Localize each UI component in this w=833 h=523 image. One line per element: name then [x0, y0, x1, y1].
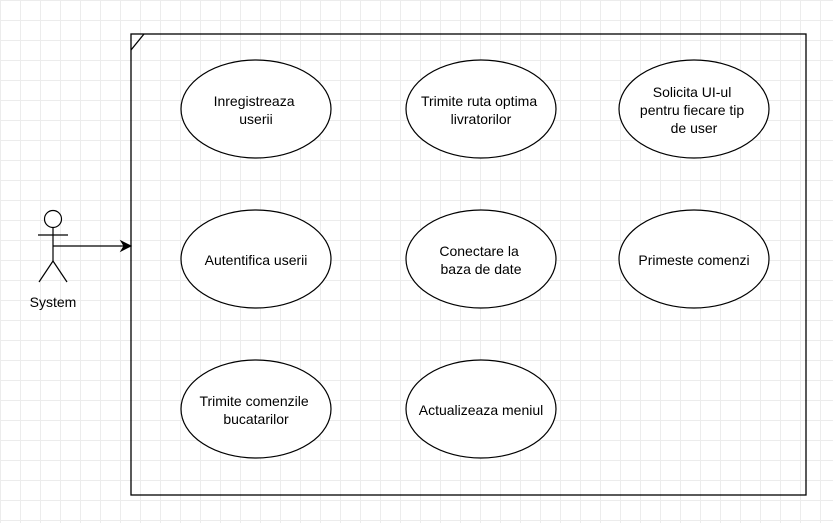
use-case-label-line: Conectare la [439, 243, 519, 259]
actor-label: System [29, 294, 77, 310]
use-case-label-line: baza de date [440, 261, 522, 277]
actor-right-leg [53, 261, 67, 282]
use-case-solicita-ui[interactable] [619, 60, 769, 158]
use-case-autentifica-userii[interactable] [181, 210, 331, 308]
use-case-label-line: Actualizeaza meniul [418, 402, 544, 418]
actor-head [45, 211, 62, 228]
association-arrow[interactable] [53, 241, 131, 251]
use-case-inregistreaza-userii[interactable] [181, 60, 331, 158]
svg-text:Actualizeaza meniul [419, 402, 544, 418]
use-case-actualizeaza-meniul[interactable] [406, 360, 556, 458]
use-case-label-line: pentru fiecare tip [639, 102, 745, 118]
svg-text:Autentifica userii [205, 252, 308, 268]
use-case-primeste-comenzi[interactable] [619, 210, 769, 308]
use-case-label-line: userii [239, 111, 273, 127]
use-case-label-line: de user [670, 120, 718, 136]
use-case-conectare-baza-de-date[interactable] [406, 210, 556, 308]
use-case-label-line: Primeste comenzi [638, 252, 750, 268]
actor-left-leg [39, 261, 53, 282]
use-case-label-line: Inregistreaza [213, 93, 295, 109]
use-case-label-line: Solicita UI-ul [652, 84, 732, 100]
svg-text:Primeste comenzi [638, 252, 749, 268]
use-case-label-line: bucatarilor [223, 411, 289, 427]
use-case-label-line: livratorilor [450, 111, 512, 127]
use-case-label-line: Trimite ruta optima [420, 93, 538, 109]
use-case-label-line: Trimite comenzile [199, 393, 309, 409]
use-case-trimite-comenzile-bucatarilor[interactable] [181, 360, 331, 458]
use-case-trimite-ruta-optima[interactable] [406, 60, 556, 158]
use-case-label-line: Autentifica userii [204, 252, 308, 268]
